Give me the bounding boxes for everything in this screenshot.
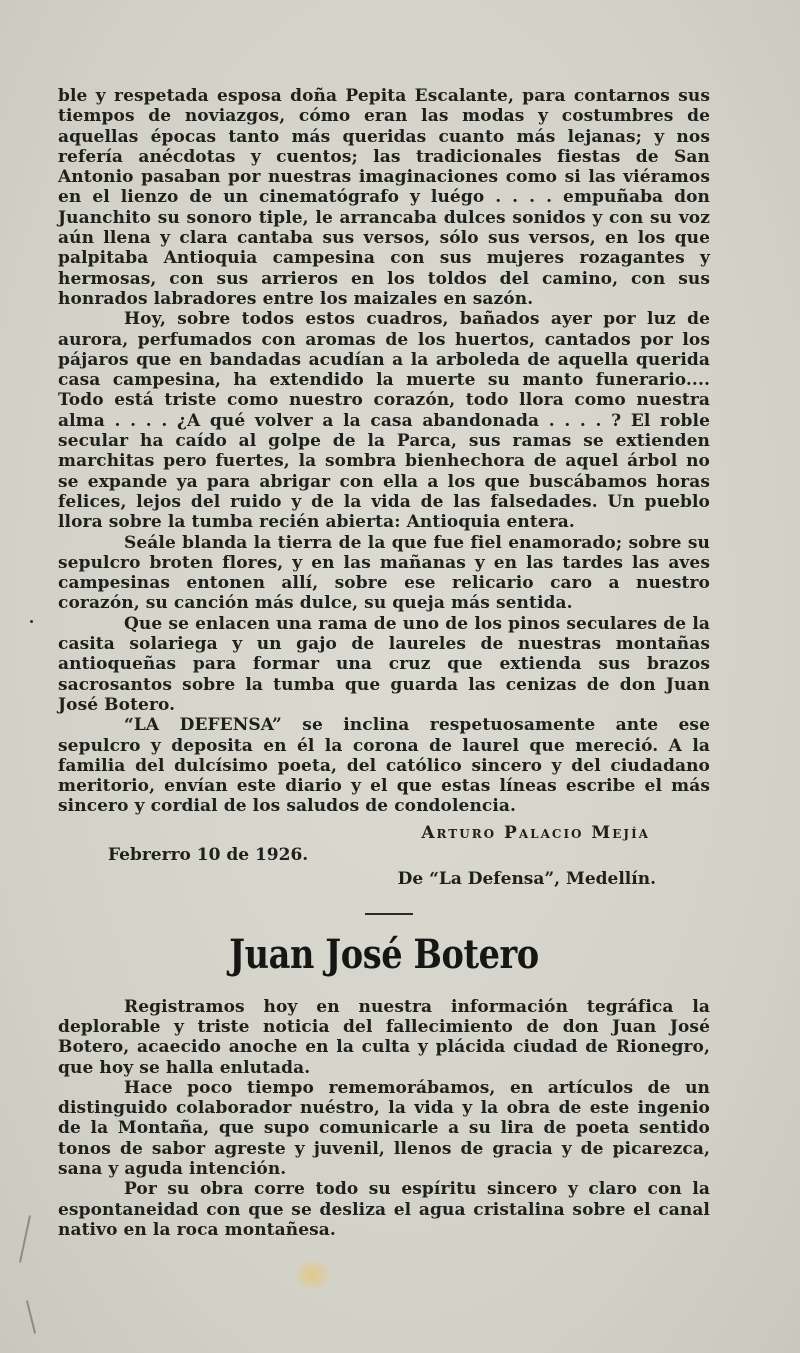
text-column [58, 86, 710, 1240]
speck-mark [30, 620, 33, 623]
signature-block [58, 823, 710, 901]
article2-paragraph-2: Hace poco tiempo rememorábamos, en artículos de un distinguido colaborador nuéstro, la vida y la obra de este ingenio de la Montaña, que supo comunicarle a su lira de poeta sentido tonos de sabor agreste y juvenil, llenos de gracia y de picarezca, sana y aguda intención. [58, 1077, 710, 1180]
dateline: Febrerro 10 de 1926. [108, 844, 309, 865]
article2-paragraph-1: Registramos hoy en nuestra información tegráfica la deplorable y triste noticia del fallecimiento de don Juan José Botero, acaecido anoche en la culta y plácida ciudad de Rionegro, que hoy se halla enlutada. [58, 996, 710, 1078]
article1-paragraph-3: Seále blanda la tierra de la que fue fiel enamorado; sobre su sepulcro broten flores, y en las mañanas y en las tardes las aves campesinas entonen allí, sobre ese relicario caro a nuestro corazón, su canción más dulce, su queja más sentida. [58, 532, 710, 614]
article1-paragraph-5: “LA DEFENSA” se inclina respetuosamente ante ese sepulcro y deposita en él la corona de laurel que mereció. A la familia del dulcísimo poeta, del católico sincero y del ciudadano meritorio, envían este diario y el que estas líneas escribe el más sincero y cordial de los saludos de condolencia. [58, 715, 710, 817]
article1-paragraph-1: ble y respetada esposa doña Pepita Escalante, para contarnos sus tiempos de noviazgos, cómo eran las modas y costumbres de aquellas épocas tanto más queridas cuanto más lejanas; y nos refería anécdotas y cuentos; las tradicionales fiestas de San Antonio pasaban por nuestras imaginaciones como si las viéramos en el lienzo de un cinematógrafo y luégo . . . . empuñaba don Juanchito su sonoro tiple, le arrancaba dulces sonidos y con su voz aún llena y clara cantaba sus versos, sólo sus versos, en los que palpitaba Antioquia campesina con sus mujeres rozagantes y hermosas, con sus arrieros en los toldos del camino, con sus honrados labradores entre los maizales en sazón. [58, 86, 710, 309]
article1-paragraph-2: Hoy, sobre todos estos cuadros, bañados ayer por luz de aurora, perfumados con aromas de los huertos, cantados por los pájaros que en bandadas acudían a la arboleda de aquella querida casa campesina, ha extendido la muerte su manto funerario.... Todo está triste como nuestro corazón, todo llora como nuestra alma . . . . ¿A qué volver a la casa abandonada . . . . ? El roble secular ha caído al golpe de la Parca, sus ramas se extienden marchitas pero fuertes, la sombra bienhechora de aquel árbol no se expande ya para abrigar con ella a los que buscábamos horas felices, lejos del ruido y de la vida de las falsedades. Un pueblo llora sobre la tumba recién abierta: Antioquia entera. [58, 309, 710, 533]
article-headline: Juan José Botero [229, 930, 539, 978]
scratch-mark [26, 1300, 36, 1333]
article1-paragraph-4: Que se enlacen una rama de uno de los pinos seculares de la casita solariega y un gajo de laureles de nuestras montañas antioqueñas para formar una cruz que extienda sus brazos sacrosantos sobre la tumba que guarda las cenizas de don Juan José Botero. [58, 613, 710, 715]
article2-paragraph-3: Por su obra corre todo su espíritu sincero y claro con la espontaneidad con que se desliza el agua cristalina sobre el canal nativo en la roca montañesa. [58, 1179, 710, 1240]
scratch-mark [19, 1215, 31, 1262]
paper-stain [296, 1262, 330, 1288]
author-name: Arturo Palacio Mejía [421, 822, 650, 843]
section-divider [365, 913, 413, 915]
source-credit: De “La Defensa”, Medellín. [397, 868, 656, 889]
